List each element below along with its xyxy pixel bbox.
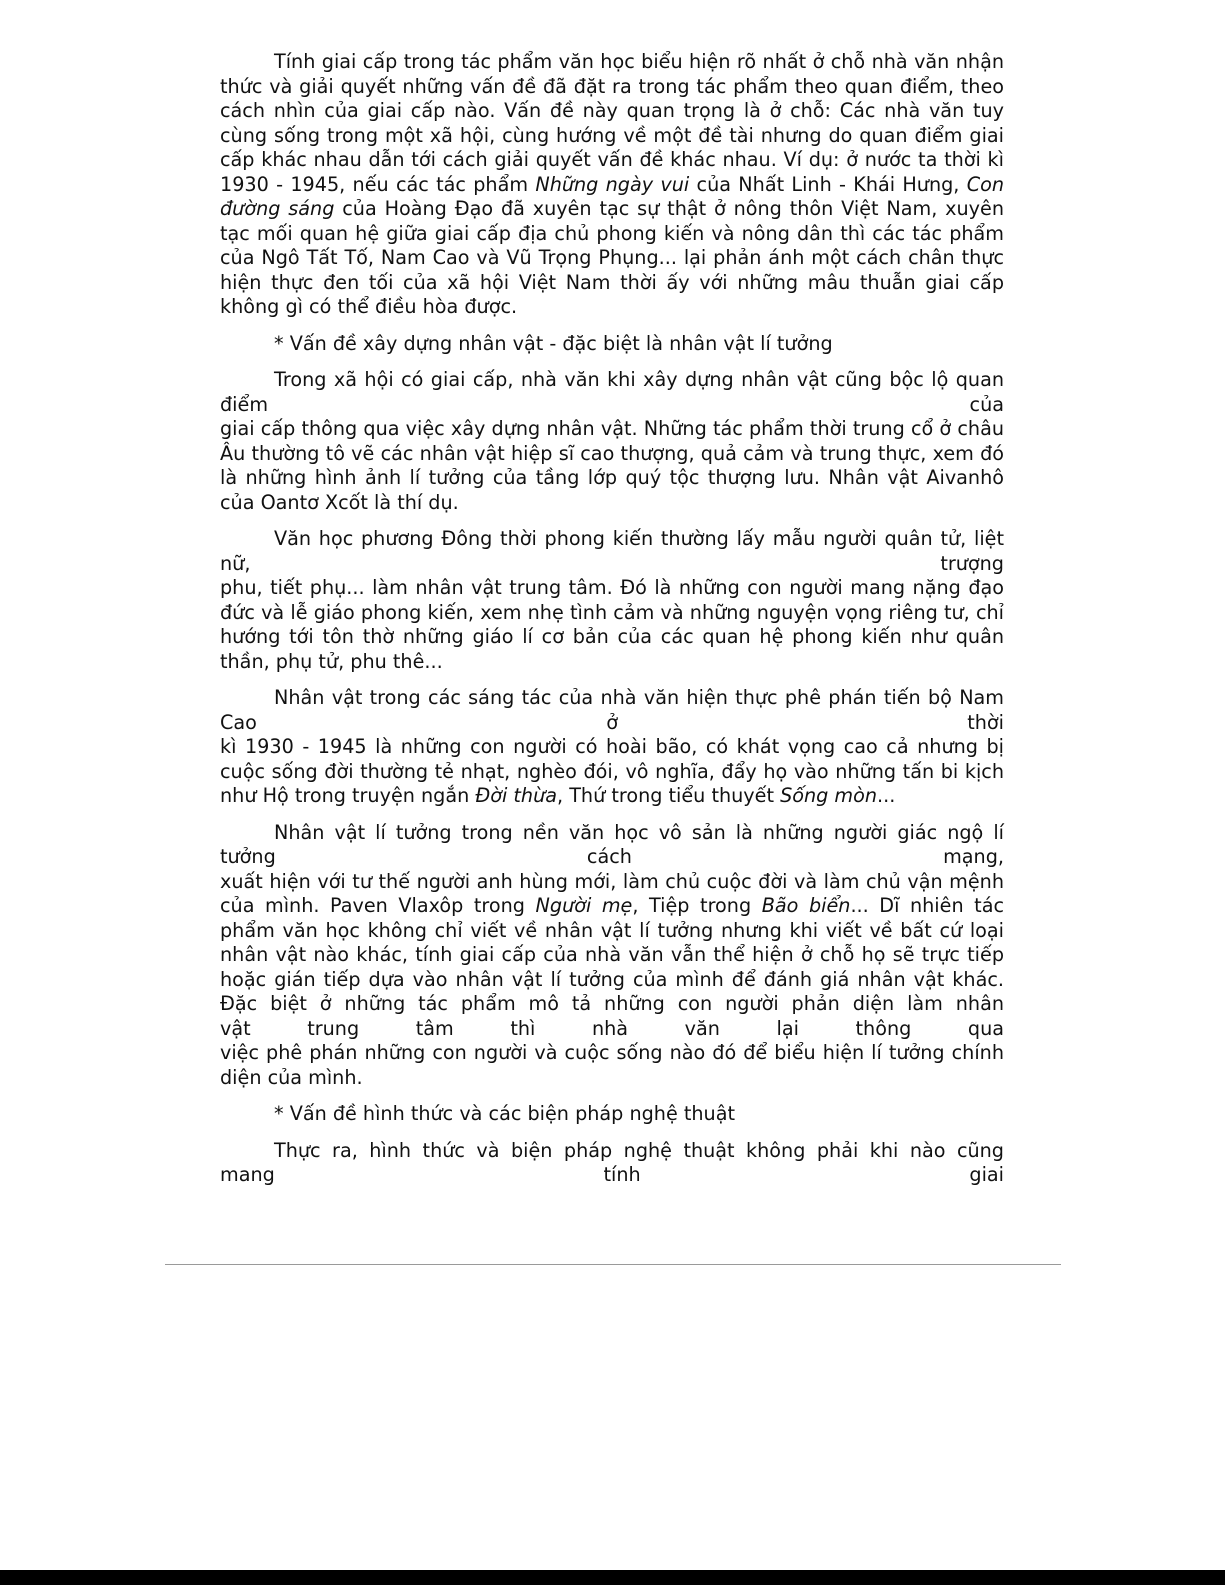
paragraph-text: việc phê phán những con người và cuộc sống nào đó để biểu hiện lí tưởng chính diện của mình. (220, 1041, 1004, 1089)
page-divider (165, 1264, 1061, 1265)
paragraph-text: ... Dĩ nhiên tác phẩm văn học không chỉ viết về nhân vật lí tưởng nhưng khi viết về bất cứ loại nhân vật nào khác, tính giai cấp của nhà văn vẫn thể hiện ở chỗ họ sẽ trực tiếp hoặc gián tiếp dựa vào nhân vật lí tưởng của mình để đánh giá nhân vật khác. Đặc biệt ở những tác phẩm mô tả những con người phản diện làm nhân (220, 894, 1005, 1015)
book-title-nhung-ngay-vui: Những ngày vui (535, 172, 690, 196)
section-heading-form-and-techniques: * Vấn đề hình thức và các biện pháp nghệ thuật (274, 1102, 735, 1125)
paragraph-form (220, 1139, 1004, 1188)
story-title-doi-thua: Đời thừa (475, 784, 558, 807)
paragraph-line: điểm của (220, 392, 1004, 416)
paragraph-class-society (220, 368, 1004, 515)
bottom-edge-bar (0, 1570, 1225, 1585)
paragraph-nam-cao (220, 686, 1004, 809)
paragraph-text: xuất hiện với tư thế người anh hùng mới, làm chủ cuộc đời và làm chủ vận mệnh của mình. Paven Vlaxôp trong (220, 869, 1004, 917)
document-body (220, 50, 1004, 1200)
paragraph-line: Nhân vật trong các sáng tác của nhà văn hiện thực phê phán tiến bộ Nam (274, 686, 1004, 709)
paragraph-line: Văn học phương Đông thời phong kiến thường lấy mẫu người quân tử, liệt (274, 527, 1004, 550)
book-title-bao-bien: Bão biển (761, 894, 851, 917)
paragraph-line: Thực ra, hình thức và biện pháp nghệ thuật không phải khi nào cũng (274, 1138, 1004, 1162)
section-heading-character-building: * Vấn đề xây dựng nhân vật - đặc biệt là nhân vật lí tưởng (274, 331, 833, 355)
paragraph-line: vật trung tâm thì nhà văn lại thông qua (220, 1016, 1004, 1040)
paragraph-text: của Hoàng Đạo đã xuyên tạc sự thật ở nông thôn Việt Nam, xuyên tạc mối quan hệ giữa giai cấp địa chủ phong kiến và nông dân thì các tác phẩm của Ngô Tất Tố, Nam Cao và Vũ Trọng Phụng... lại phản ánh một cách chân thực hiện thực đen tối của xã hội Việt Nam thời ấy với những mâu thuẫn giai cấp không gì có thể điều hòa được. (220, 197, 1004, 318)
paragraph-text: kì 1930 - 1945 là những con người có hoài bão, có khát vọng cao cả nhưng bị cuộc sống đời thường tẻ nhạt, nghèo đói, vô nghĩa, đẩy họ vào những tấn bi kịch như Hộ trong truyện ngắn (220, 735, 1004, 807)
novel-title-song-mon: Sống mòn (780, 784, 878, 807)
paragraph-text-block (220, 870, 1004, 1017)
paragraph-line: mang tính giai (220, 1163, 1004, 1186)
paragraph-text-block (220, 735, 1004, 809)
paragraph-line: Nhân vật lí tưởng trong nền văn học vô sản là những người giác ngộ lí (274, 820, 1004, 844)
book-title-nguoi-me: Người mẹ (535, 894, 633, 917)
paragraph-proletarian-ideal (220, 821, 1004, 1091)
paragraph-text: , Thứ trong tiểu thuyết (557, 784, 781, 807)
paragraph-line: nữ, trượng (220, 551, 1004, 575)
paragraph-line: tưởng cách mạng, (220, 845, 1004, 868)
paragraph-text: Tính giai cấp trong tác phẩm văn học biểu hiện rõ nhất ở chỗ nhà văn nhận thức và giải quyết những vấn đề đã đặt ra trong tác phẩm theo quan điểm, theo cách nhìn của giai cấp nào. Vấn đề này quan trọng là ở chỗ: Các nhà văn tuy cùng sống trong một xã hội, cùng hướng về một đề tài nhưng do quan điểm giai cấp khác nhau dẫn tới cách giải quyết vấn đề khác nhau. Ví dụ: ở nước ta thời kì 1930 - 1945, nếu các tác phẩm (220, 50, 1004, 196)
paragraph-text: của Nhất Linh - Khái Hưng, (689, 172, 967, 196)
paragraph-line: Trong xã hội có giai cấp, nhà văn khi xây dựng nhân vật cũng bộc lộ quan (274, 368, 1004, 391)
paragraph-text: ... (877, 784, 896, 807)
paragraph-eastern-literature (220, 527, 1004, 674)
paragraph-text: giai cấp thông qua việc xây dựng nhân vật. Những tác phẩm thời trung cổ ở châu Âu thường tô vẽ các nhân vật hiệp sĩ cao thượng, quả cảm và trung thực, xem đó là những hình ảnh lí tưởng của tầng lớp quý tộc thượng lưu. Nhân vật Aivanhô của Oantơ Xcốt là thí dụ. (220, 417, 1004, 514)
paragraph-text: phu, tiết phụ... làm nhân vật trung tâm. Đó là những con người mang nặng đạo đức và lễ giáo phong kiến, xem nhẹ tình cảm và những nguyện vọng riêng tư, chỉ hướng tới tôn thờ những giáo lí cơ bản của các quan hệ phong kiến như quân thần, phụ tử, phu thê... (220, 576, 1004, 673)
book-title-con-duong-sang: Con đường sáng (220, 172, 1005, 220)
paragraph-line: Cao ở thời (220, 710, 1004, 734)
paragraph-text: , Tiệp trong (632, 894, 762, 917)
paragraph-class-character (220, 50, 1004, 320)
